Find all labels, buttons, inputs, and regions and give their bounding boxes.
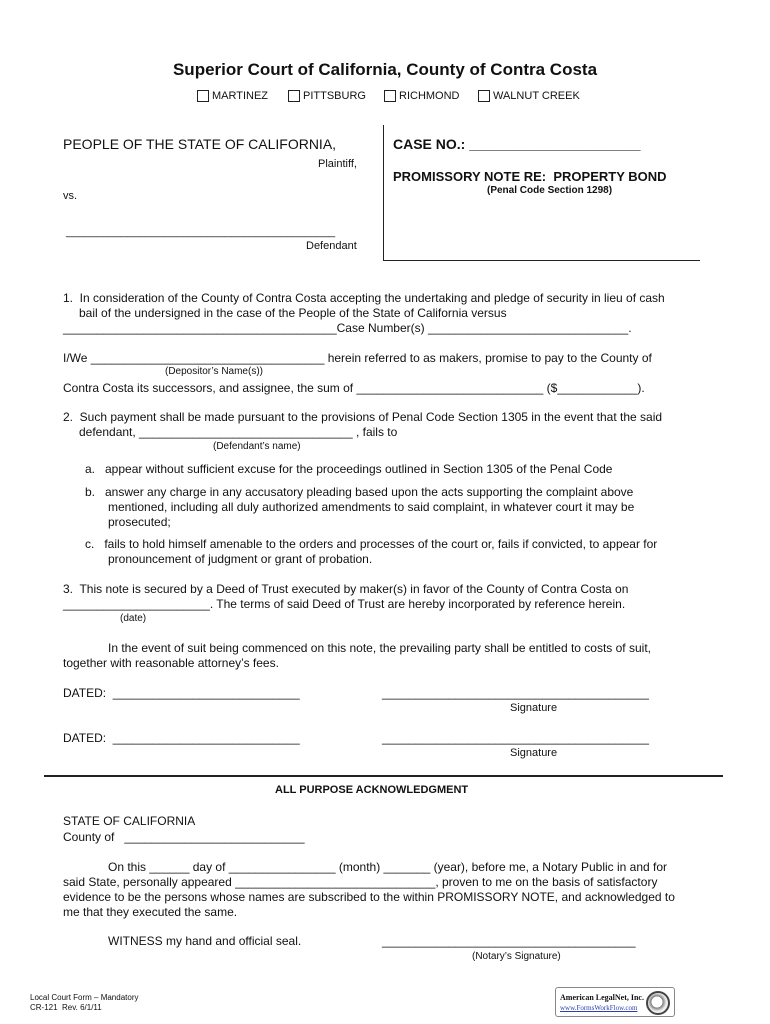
notary-line-4: me that they executed the same. bbox=[63, 905, 238, 919]
notary-signature-field[interactable]: ______________________________________ bbox=[382, 934, 636, 948]
publisher-url[interactable]: www.FormsWorkFlow.com bbox=[560, 1004, 638, 1012]
location-label: MARTINEZ bbox=[212, 90, 269, 102]
makers-field[interactable]: I/We ___________________________________ herein referred to as makers, promise to pay to the County of bbox=[63, 351, 652, 365]
location-martinez[interactable] bbox=[197, 90, 268, 102]
defendant-field[interactable]: ____________________________________________ bbox=[66, 226, 336, 238]
vs-label: vs. bbox=[63, 190, 78, 202]
location-walnut-creek[interactable] bbox=[478, 90, 580, 102]
dated-field-1[interactable]: DATED: ____________________________ bbox=[63, 686, 300, 700]
people-label: PEOPLE OF THE STATE OF CALIFORNIA, bbox=[63, 136, 337, 152]
checkbox-pittsburg[interactable] bbox=[288, 90, 300, 102]
checkbox-walnut-creek[interactable] bbox=[478, 90, 490, 102]
location-label: WALNUT CREEK bbox=[493, 90, 580, 102]
defendant-name-caption: (Defendant’s name) bbox=[213, 441, 301, 452]
paragraph-3-line-1: 3. This note is secured by a Deed of Trust executed by maker(s) in favor of the County of Contra Costa on bbox=[63, 582, 629, 596]
deed-date-field[interactable]: ______________________. The terms of said Deed of Trust are hereby incorporated by reference herein. bbox=[63, 597, 626, 611]
section-divider bbox=[44, 775, 723, 777]
publisher-name: American LegalNet, Inc. bbox=[560, 993, 644, 1002]
date-caption: (date) bbox=[120, 613, 147, 624]
witness-label: WITNESS my hand and official seal. bbox=[108, 934, 302, 948]
caption-horizontal-divider bbox=[383, 260, 700, 261]
signature-caption-2: Signature bbox=[510, 747, 558, 759]
plaintiff-label: Plaintiff, bbox=[318, 158, 357, 170]
dated-field-2[interactable]: DATED: ____________________________ bbox=[63, 731, 300, 745]
notary-line-3: evidence to be the persons whose names are subscribed to the within PROMISSORY NOTE, and acknowledged to bbox=[63, 890, 675, 904]
location-pittsburg[interactable] bbox=[288, 90, 366, 102]
footer-form-id: CR-121 Rev. 6/1/11 bbox=[30, 1003, 102, 1012]
court-title: Superior Court of California, County of Contra Costa bbox=[172, 60, 598, 79]
form-title: PROMISSORY NOTE RE: PROPERTY BOND bbox=[393, 169, 667, 184]
checkbox-martinez[interactable] bbox=[197, 90, 209, 102]
signature-caption-1: Signature bbox=[510, 702, 558, 714]
caption-vertical-divider bbox=[383, 125, 384, 261]
state-label: STATE OF CALIFORNIA bbox=[63, 814, 196, 828]
condition-c-line-2: pronouncement of judgment or grant of probation. bbox=[108, 552, 373, 566]
condition-b-line-2: mentioned, including all duly authorized amendments to said complaint, in whatever court it may be bbox=[108, 500, 635, 514]
paragraph-2-line-1: 2. Such payment shall be made pursuant to the provisions of Penal Code Section 1305 in the event that the said bbox=[63, 410, 663, 424]
publisher-logo[interactable] bbox=[555, 987, 675, 1017]
checkbox-richmond[interactable] bbox=[384, 90, 396, 102]
county-field[interactable]: County of ___________________________ bbox=[63, 830, 305, 844]
notary-signature-caption: (Notary’s Signature) bbox=[472, 951, 561, 962]
condition-a: a. appear without sufficient excuse for the proceedings outlined in Section 1305 of the Penal Code bbox=[85, 462, 613, 476]
seal-icon bbox=[646, 991, 670, 1015]
location-richmond[interactable] bbox=[384, 90, 460, 102]
case-versus-field[interactable]: _________________________________________Case Number(s) ______________________________. bbox=[63, 321, 632, 335]
form-subtitle: (Penal Code Section 1298) bbox=[487, 185, 613, 196]
notary-line-2[interactable]: said State, personally appeared ______________________________, proven to me on the basis of satisfactory bbox=[63, 875, 658, 889]
sum-field[interactable]: Contra Costa its successors, and assignee, the sum of ____________________________ ($____________). bbox=[63, 381, 645, 395]
notary-line-1[interactable]: On this ______ day of ________________ (month) _______ (year), before me, a Notary Public in and for bbox=[108, 860, 668, 874]
location-label: RICHMOND bbox=[399, 90, 460, 102]
condition-c-line-1: c. fails to hold himself amenable to the orders and processes of the court or, fails if convicted, to appear for bbox=[85, 537, 658, 551]
case-number-field[interactable]: CASE NO.: ______________________ bbox=[393, 136, 641, 152]
location-label: PITTSBURG bbox=[303, 90, 366, 102]
defendant-label: Defendant bbox=[306, 240, 357, 252]
signature-field-1[interactable]: ________________________________________ bbox=[382, 686, 649, 700]
paragraph-1-line-1: 1. In consideration of the County of Contra Costa accepting the undertaking and pledge of security in lieu of cash bbox=[63, 291, 665, 305]
suit-line-2: together with reasonable attorney’s fees. bbox=[63, 656, 279, 670]
depositor-caption: (Depositor’s Name(s)) bbox=[165, 366, 263, 377]
signature-field-2[interactable]: ________________________________________ bbox=[382, 731, 649, 745]
acknowledgment-heading: ALL PURPOSE ACKNOWLEDGMENT bbox=[275, 784, 469, 796]
footer-form-type: Local Court Form – Mandatory bbox=[30, 993, 139, 1002]
defendant-name-field[interactable]: defendant, ________________________________ , fails to bbox=[79, 425, 398, 439]
paragraph-1-line-2: bail of the undersigned in the case of the People of the State of California versus bbox=[79, 306, 507, 320]
condition-b-line-1: b. answer any charge in any accusatory pleading based upon the acts supporting the complaint above bbox=[85, 485, 634, 499]
condition-b-line-3: prosecuted; bbox=[108, 515, 171, 529]
suit-line-1: In the event of suit being commenced on this note, the prevailing party shall be entitled to costs of suit, bbox=[108, 641, 651, 655]
